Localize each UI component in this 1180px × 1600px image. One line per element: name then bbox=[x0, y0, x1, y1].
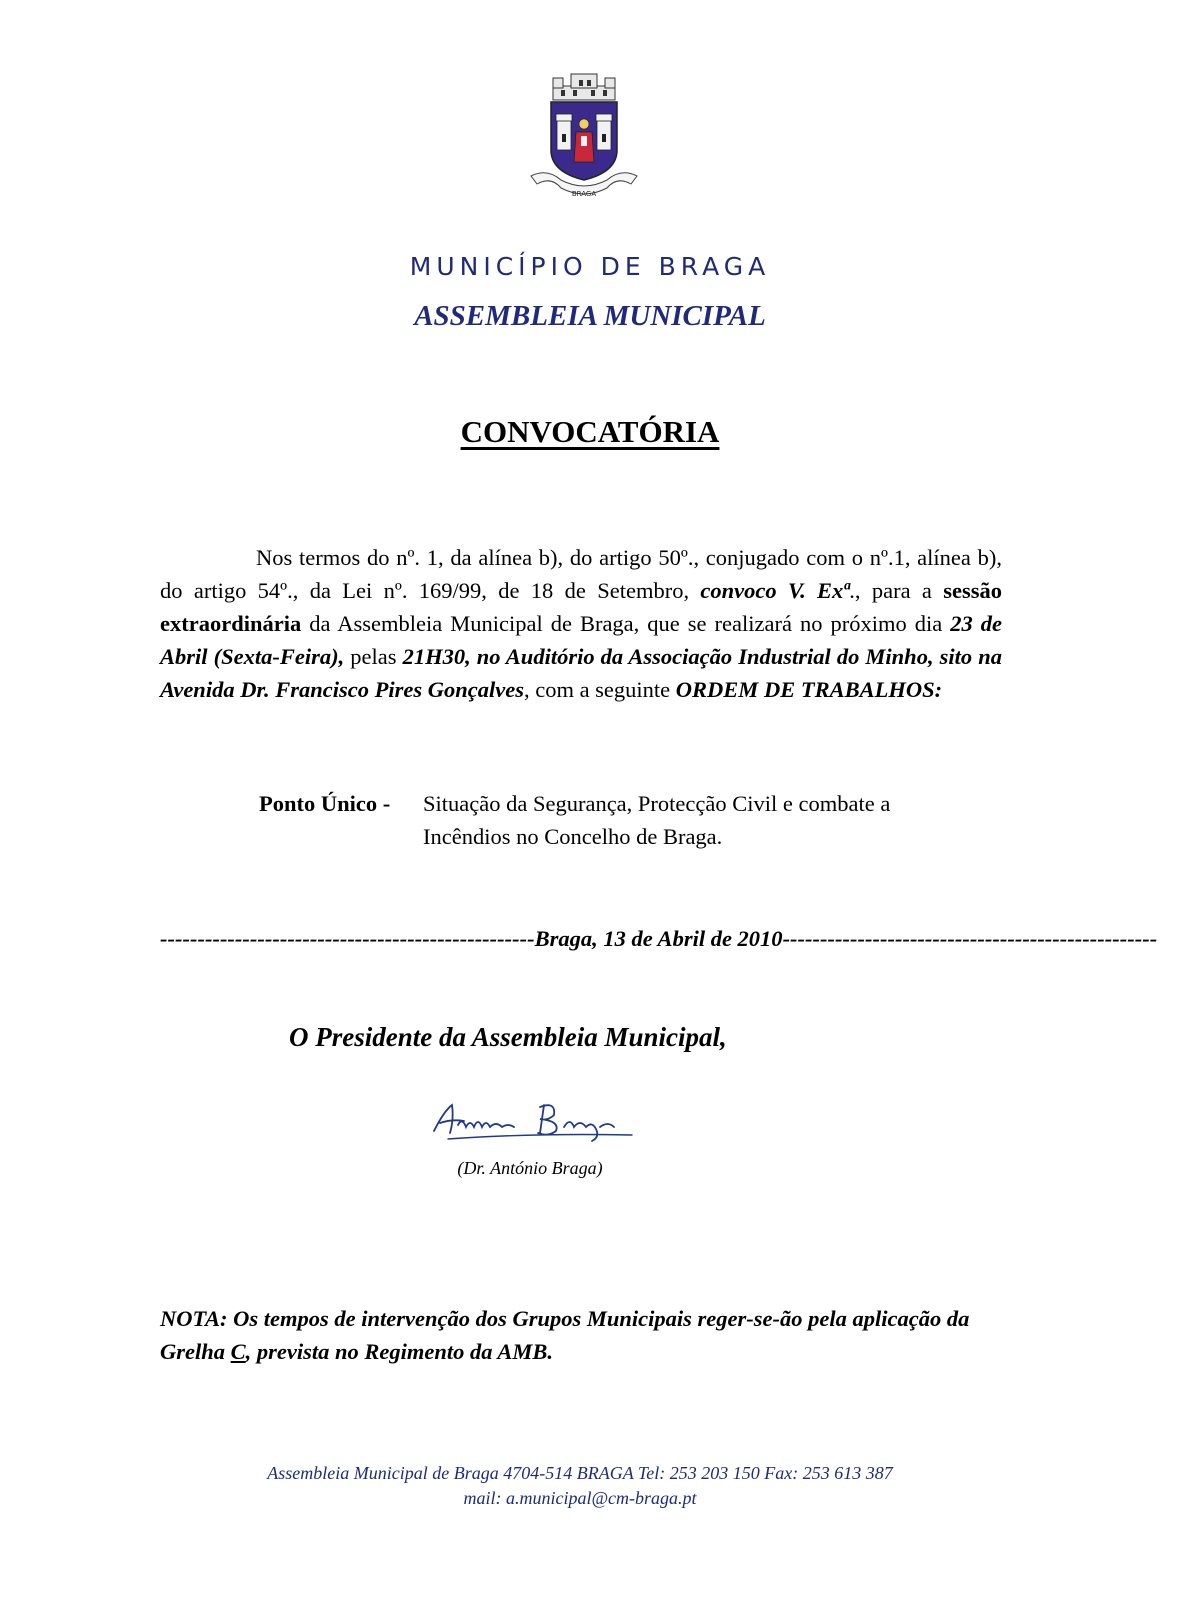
signer-name: (Dr. António Braga) bbox=[457, 1158, 603, 1178]
session-date: 23 de Abril (Sexta-Feira), bbox=[160, 611, 1002, 669]
municipality-title: MUNICÍPIO DE BRAGA bbox=[409, 252, 771, 281]
dateline bbox=[160, 926, 1158, 952]
convocation-paragraph bbox=[160, 541, 1002, 706]
note-text: , prevista no Regimento da AMB. bbox=[245, 1339, 553, 1364]
president-title: O Presidente da Assembleia Municipal, bbox=[289, 1022, 727, 1052]
note-paragraph bbox=[160, 1302, 1002, 1368]
document-title: CONVOCATÓRIA bbox=[460, 414, 720, 449]
dateline-dashes-left: -------------------------------------------------- bbox=[160, 926, 535, 951]
session-time-location: 21H30, no Auditório da Associação Industrial do Minho, sito na Avenida Dr. Francisco Pires Gonçalves bbox=[160, 644, 1002, 702]
agenda-item-text: Situação da Segurança, Protecção Civil e combate a Incêndios no Concelho de Braga. bbox=[423, 791, 891, 849]
dateline-text: Braga, 13 de Abril de 2010 bbox=[534, 926, 783, 951]
body-text: da Assembleia Municipal de Braga, que se realizará no próximo dia bbox=[301, 611, 951, 636]
body-text: pelas bbox=[344, 644, 403, 669]
crest-label: BRAGA bbox=[571, 190, 597, 198]
agenda-heading: ORDEM DE TRABALHOS: bbox=[675, 677, 943, 702]
footer-address: Assembleia Municipal de Braga 4704-514 BRAGA Tel: 253 203 150 Fax: 253 613 387 bbox=[267, 1463, 893, 1483]
body-text: Nos termos do nº. 1, da alínea b), do artigo 50º., conjugado com o nº.1, alínea b), do artigo 54º., da Lei nº. 169/99, de 18 de Setembro, bbox=[160, 545, 1002, 603]
body-text: , com a seguinte bbox=[523, 677, 676, 702]
convoke-phrase: convoco V. Exª bbox=[700, 578, 850, 603]
footer bbox=[0, 1461, 1160, 1511]
handwritten-signature bbox=[430, 1097, 636, 1147]
dateline-dashes-right: -------------------------------------------------- bbox=[782, 926, 1158, 951]
braga-coat-of-arms-icon bbox=[527, 72, 641, 200]
session-type: sessão extraordinária bbox=[160, 578, 1003, 636]
footer-email: mail: a.municipal@cm-braga.pt bbox=[463, 1488, 697, 1508]
body-text: ., para a bbox=[849, 578, 944, 603]
agenda-item-label: Ponto Único - bbox=[259, 791, 391, 816]
note-text: NOTA: Os tempos de intervenção dos Grupos Municipais reger-se-ão pela aplicação da Grelha bbox=[160, 1306, 970, 1364]
assembly-title: ASSEMBLEIA MUNICIPAL bbox=[414, 300, 766, 332]
note-grid-letter: C bbox=[230, 1339, 246, 1364]
